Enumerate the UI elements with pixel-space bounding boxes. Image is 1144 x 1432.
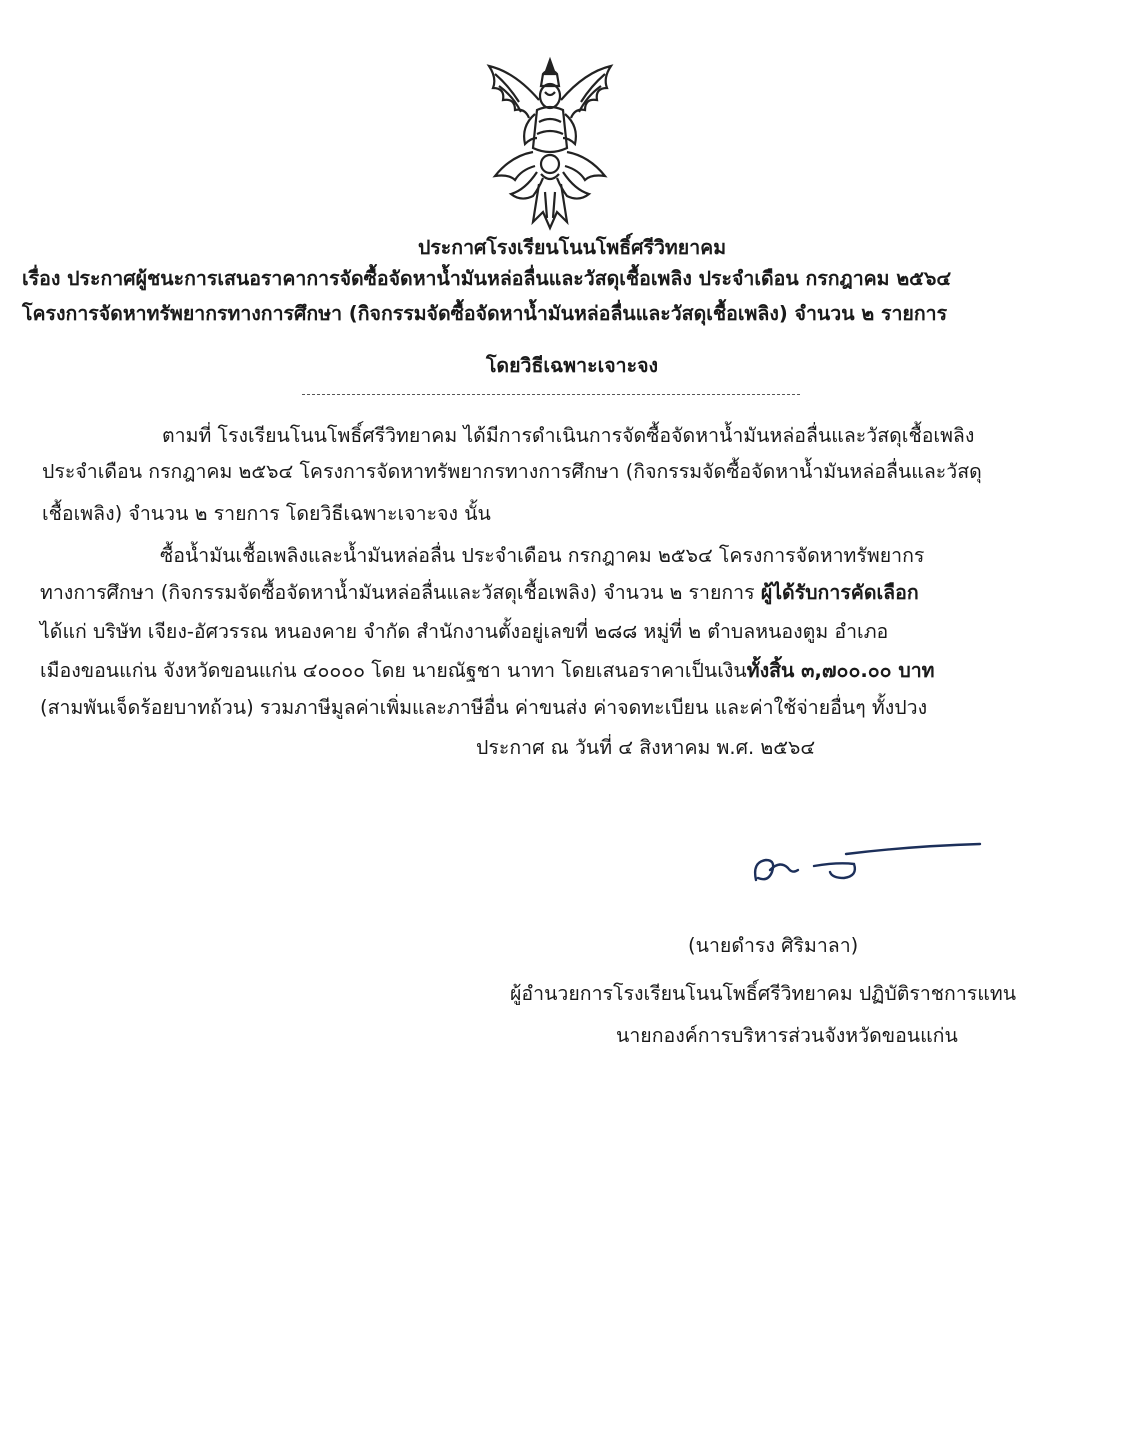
signatory-position-2: นายกองค์การบริหารส่วนจังหวัดขอนแก่น: [616, 1024, 958, 1047]
school-announcement-title: ประกาศโรงเรียนโนนโพธิ์ศรีวิทยาคม: [417, 236, 727, 259]
signatory-position-1: ผู้อำนวยการโรงเรียนโนนโพธิ์ศรีวิทยาคม ปฏิบัติราชการแทน: [510, 982, 1017, 1005]
body-text: ทางการศึกษา (กิจกรรมจัดซื้อจัดหาน้ำมันหล่อลื่นและวัสดุเชื้อเพลิง) จำนวน ๒ รายการ: [40, 581, 761, 604]
body-text: เมืองขอนแก่น จังหวัดขอนแก่น ๔๐๐๐๐ โดย นายณัฐชา นาทา โดยเสนอราคาเป็นเงิน: [40, 659, 747, 682]
body-line: ประจำเดือน กรกฎาคม ๒๕๖๔ โครงการจัดหาทรัพยากรทางการศึกษา (กิจกรรมจัดซื้อจัดหาน้ำมันหล่อลื่นและวัสดุ: [42, 460, 982, 483]
subject-line-3: โดยวิธีเฉพาะเจาะจง: [485, 354, 659, 377]
body-line: ซื้อน้ำมันเชื้อเพลิงและน้ำมันหล่อลื่น ประจำเดือน กรกฎาคม ๒๕๖๔ โครงการจัดหาทรัพยากร: [160, 544, 925, 567]
total-price: ทั้งสิ้น ๓,๗๐๐.๐๐ บาท: [746, 659, 935, 682]
body-line: [40, 577, 919, 608]
body-line: (สามพันเจ็ดร้อยบาทถ้วน) รวมภาษีมูลค่าเพิ่มและภาษีอื่น ค่าขนส่ง ค่าจดทะเบียน และค่าใช้จ่ายอื่นๆ ทั้งปวง: [40, 696, 928, 719]
body-line: [40, 655, 935, 686]
body-line: เชื้อเพลิง) จำนวน ๒ รายการ โดยวิธีเฉพาะเจาะจง นั้น: [42, 502, 491, 525]
announce-date: ประกาศ ณ วันที่ ๔ สิงหาคม พ.ศ. ๒๕๖๔: [476, 736, 816, 759]
divider: [302, 394, 800, 395]
subject-line-2: โครงการจัดหาทรัพยากรทางการศึกษา (กิจกรรมจัดซื้อจัดหาน้ำมันหล่อลื่นและวัสดุเชื้อเพลิง) จำนวน ๒ รายการ: [22, 302, 948, 325]
garuda-emblem-icon: [475, 52, 625, 232]
signatory-name: (นายดำรง ศิริมาลา): [688, 934, 859, 957]
body-line: ได้แก่ บริษัท เจียง-อัศวรรณ หนองคาย จำกัด สำนักงานตั้งอยู่เลขที่ ๒๘๘ หมู่ที่ ๒ ตำบลหนองตูม อำเภอ: [40, 620, 889, 643]
body-line: ตามที่ โรงเรียนโนนโพธิ์ศรีวิทยาคม ได้มีการดำเนินการจัดซื้อจัดหาน้ำมันหล่อลื่นและวัสดุเชื้อเพลิง: [162, 424, 975, 447]
selected-label: ผู้ได้รับการคัดเลือก: [760, 581, 919, 604]
handwritten-signature-icon: [742, 832, 982, 892]
subject-line-1: เรื่อง ประกาศผู้ชนะการเสนอราคาการจัดซื้อจัดหาน้ำมันหล่อลื่นและวัสดุเชื้อเพลิง ประจำเดือน กรกฎาคม ๒๕๖๔: [22, 267, 952, 290]
